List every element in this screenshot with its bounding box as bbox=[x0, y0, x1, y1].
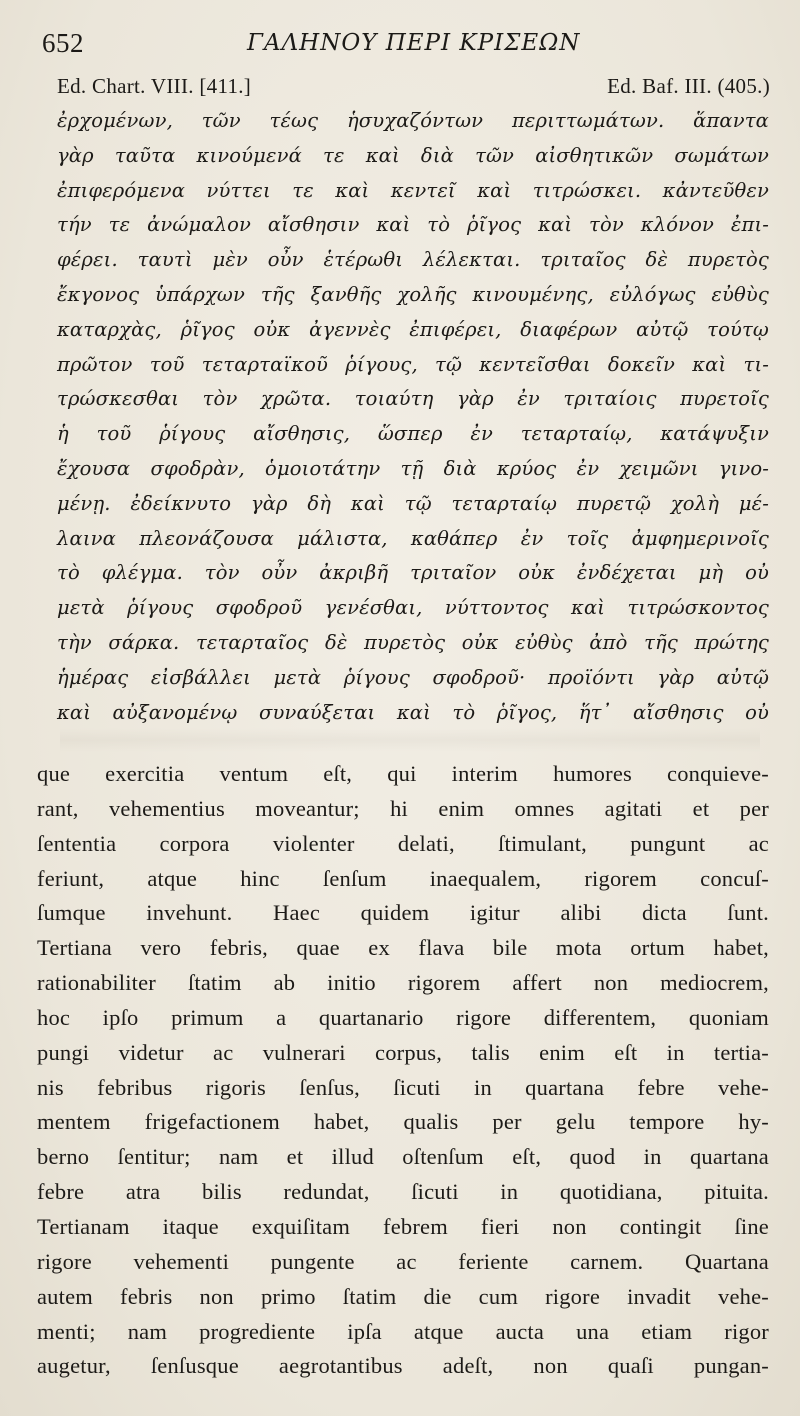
latin-line: febre atra bilis redundat, ſicuti in quotidiana, pituita. bbox=[37, 1179, 769, 1205]
page-number: 652 bbox=[42, 28, 84, 58]
running-title: ΓΑΛΗΝΟΥ ΠΕΡΙ ΚΡΙΣΕΩΝ bbox=[247, 30, 581, 56]
show-through-band bbox=[60, 728, 760, 752]
greek-line: τὴν σάρκα. τεταρταῖος δὲ πυρετὸς οὐκ εὐθὺς ἀπὸ τῆς πρώτης bbox=[57, 630, 769, 654]
latin-line: hoc ipſo primum a quartanario rigore differentem, quoniam bbox=[37, 1004, 769, 1030]
latin-line: rigore vehementi pungente ac feriente carnem. Quartana bbox=[37, 1248, 769, 1274]
latin-line: Tertiana vero febris, quae ex flava bile mota ortum habet, bbox=[37, 935, 769, 961]
latin-line: pungi videtur ac vulnerari corpus, talis enim eſt in tertia- bbox=[37, 1039, 769, 1065]
greek-line: γὰρ ταῦτα κινούμενά τε καὶ διὰ τῶν αἰσθητικῶν σωμάτων bbox=[57, 143, 769, 167]
greek-line: ἡ τοῦ ῥίγους αἴσθησις, ὥσπερ ἐν τεταρταίῳ, κατάψυξιν bbox=[57, 422, 769, 446]
page-header bbox=[42, 26, 770, 62]
greek-line: πρῶτον τοῦ τεταρταϊκοῦ ῥίγους, τῷ κεντεῖσθαι δοκεῖν καὶ τι- bbox=[57, 352, 769, 376]
greek-line: τήν τε ἀνώμαλον αἴσθησιν καὶ τὸ ῥῖγος καὶ τὸν κλόνον ἐπι- bbox=[57, 213, 769, 237]
latin-line: autem febris non primo ſtatim die cum rigore invadit vehe- bbox=[37, 1283, 769, 1309]
latin-line: augetur, ſenſusque aegrotantibus adeſt, non quaſi pungan- bbox=[37, 1353, 769, 1379]
latin-line: ſumque invehunt. Haec quidem igitur alibi dicta ſunt. bbox=[37, 900, 769, 926]
greek-line: καταρχὰς, ῥῖγος οὐκ ἀγεννὲς ἐπιφέρει, διαφέρων αὐτῷ τούτῳ bbox=[57, 317, 769, 341]
greek-line: ἡμέρας εἰσβάλλει μετὰ ῥίγους σφοδροῦ· προϊόντι γὰρ αὐτῷ bbox=[57, 665, 769, 689]
greek-line: ἐπιφερόμενα νύττει τε καὶ κεντεῖ καὶ τιτρώσκει. κἀντεῦθεν bbox=[57, 178, 769, 202]
latin-line: rant, vehementius moveantur; hi enim omnes agitati et per bbox=[37, 795, 769, 821]
latin-line: berno ſentitur; nam et illud oſtenſum eſt, quod in quartana bbox=[37, 1144, 769, 1170]
greek-line: καὶ αὐξανομένῳ συναύξεται καὶ τὸ ῥῖγος, ἥτ᾽ αἴσθησις οὐ bbox=[57, 700, 769, 724]
latin-line: menti; nam progrediente ipſa atque aucta una etiam rigor bbox=[37, 1318, 769, 1344]
latin-line: rationabiliter ſtatim ab initio rigorem affert non mediocrem, bbox=[37, 970, 769, 996]
greek-line: τὸ φλέγμα. τὸν οὖν ἀκριβῆ τριταῖον οὐκ ἐνδέχεται μὴ οὐ bbox=[57, 561, 769, 585]
latin-line: nis febribus rigoris ſenſus, ſicuti in quartana febre vehe- bbox=[37, 1074, 769, 1100]
latin-text-block bbox=[37, 757, 769, 1384]
latin-line: Tertianam itaque exquiſitam febrem fieri non contingit ſine bbox=[37, 1213, 769, 1239]
greek-line: φέρει. ταυτὶ μὲν οὖν ἑτέρωθι λέλεκται. τριταῖος δὲ πυρετὸς bbox=[57, 248, 769, 272]
greek-line: τρώσκεσθαι τὸν χρῶτα. τοιαύτη γὰρ ἐν τριταίοις πυρετοῖς bbox=[57, 387, 769, 411]
greek-line: ἔκγονος ὑπάρχων τῆς ξανθῆς χολῆς κινουμένης, εὐλόγως εὐθὺς bbox=[57, 282, 769, 306]
greek-line: ἐρχομένων, τῶν τέως ἡσυχαζόντων περιττωμάτων. ἅπαντα bbox=[57, 109, 769, 132]
greek-line: λαινα πλεονάζουσα μάλιστα, καθάπερ ἐν τοῖς ἀμφημερινοῖς bbox=[57, 526, 769, 550]
greek-line: μετὰ ῥίγους σφοδροῦ γενέσθαι, νύττοντος καὶ τιτρώσκοντος bbox=[57, 596, 769, 620]
greek-line: ἔχουσα σφοδρὰν, ὁμοιοτάτην τῇ διὰ κρύος ἐν χειμῶνι γινο- bbox=[57, 456, 769, 480]
edition-reference-chartier: Ed. Chart. VIII. [411.] bbox=[57, 74, 252, 98]
greek-text-block bbox=[57, 104, 769, 730]
latin-line: ſententia corpora violenter delati, ſtimulant, pungunt ac bbox=[37, 830, 769, 856]
latin-line: que exercitia ventum eſt, qui interim humores conquieve- bbox=[37, 761, 769, 786]
greek-line: μένῃ. ἐδείκνυτο γὰρ δὴ καὶ τῷ τεταρταίῳ πυρετῷ χολὴ μέ- bbox=[57, 491, 769, 515]
edition-references bbox=[57, 74, 770, 102]
latin-line: feriunt, atque hinc ſenſum inaequalem, rigorem concuſ- bbox=[37, 865, 769, 891]
latin-line: mentem frigefactionem habet, qualis per gelu tempore hy- bbox=[37, 1109, 769, 1135]
edition-reference-basel: Ed. Baf. III. (405.) bbox=[607, 74, 770, 98]
